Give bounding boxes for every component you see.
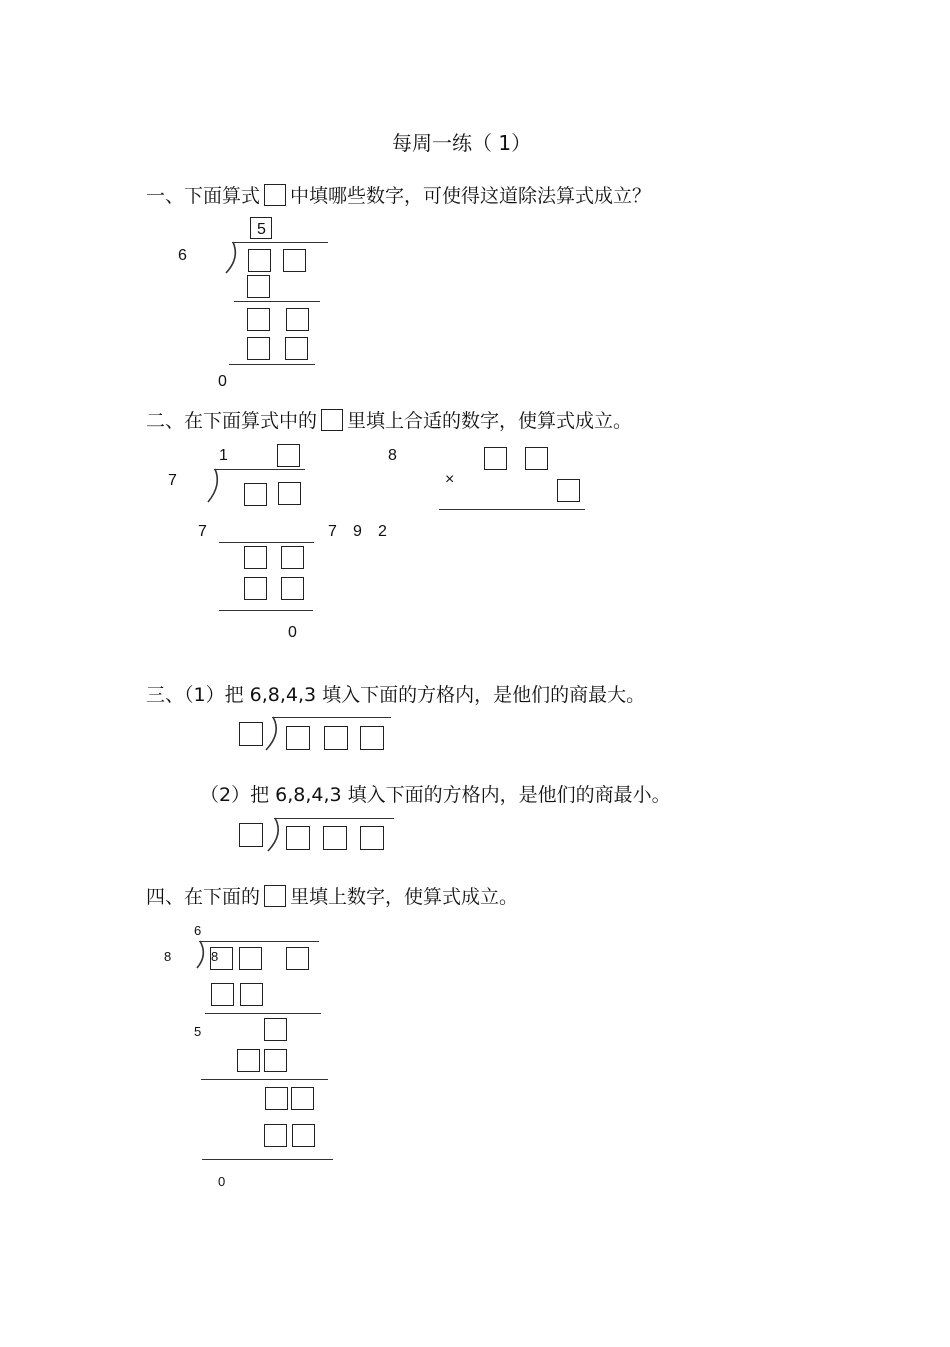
q4-remainder: 0 bbox=[218, 1174, 226, 1189]
q2-remainder: 0 bbox=[288, 624, 297, 641]
question-4-label-end: 里填上数字，使算式成立。 bbox=[290, 886, 519, 908]
q2-multiply-sign: × bbox=[445, 471, 455, 488]
q1-bracket bbox=[226, 242, 235, 273]
q2-multiplicand-digit: 8 bbox=[388, 447, 397, 464]
q2-product-digit: 7 bbox=[198, 523, 207, 540]
q2-bracket bbox=[208, 469, 217, 502]
q3b-bracket bbox=[268, 818, 278, 851]
q4-quotient-digit: 6 bbox=[194, 923, 202, 938]
question-2-label-start: 二、在下面算式中的 bbox=[146, 410, 318, 432]
question-3-part-1: 三、（1）把 6,8,4,3 填入下面的方格内，是他们的商最大。 bbox=[146, 684, 646, 706]
q2-quotient-digit: 1 bbox=[219, 447, 228, 464]
q4-bracket bbox=[197, 941, 203, 968]
q3a-bracket bbox=[266, 717, 276, 750]
page-title: 每周一练（ 1） bbox=[392, 131, 532, 155]
question-3-part-2: （2）把 6,8,4,3 填入下面的方格内，是他们的商最小。 bbox=[200, 784, 671, 806]
q2-result-digit-2: 9 bbox=[353, 523, 362, 540]
q2-divisor: 7 bbox=[168, 472, 177, 489]
question-1-label-end: 中填哪些数字，可使得这道除法算式成立？ bbox=[290, 185, 652, 207]
question-4-label-start: 四、在下面的 bbox=[146, 886, 261, 908]
q4-step-digit: 5 bbox=[194, 1024, 202, 1039]
q1-remainder: 0 bbox=[218, 373, 227, 390]
q1-divisor: 6 bbox=[178, 247, 187, 264]
q2-result-digit-1: 7 bbox=[328, 523, 337, 540]
question-1-label-start: 一、下面算式 bbox=[146, 185, 261, 207]
question-2-label-end: 里填上合适的数字，使算式成立。 bbox=[347, 410, 633, 432]
q2-result-digit-3: 2 bbox=[378, 523, 387, 540]
q4-dividend-digit: 8 bbox=[211, 949, 219, 964]
q1-quotient-digit: 5 bbox=[257, 221, 266, 238]
q4-divisor: 8 bbox=[164, 949, 172, 964]
